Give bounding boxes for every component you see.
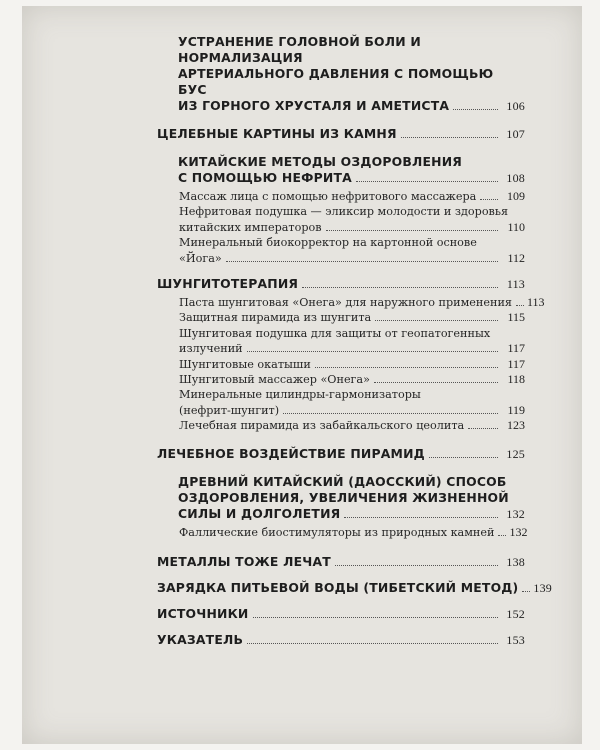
- toc-section: [157, 446, 525, 462]
- subentry-line: Нефритовая подушка — эликсир молодости и здоровья: [179, 205, 508, 219]
- dot-leader: [253, 617, 499, 618]
- page-number: 106: [506, 99, 525, 113]
- dot-leader: [315, 367, 498, 368]
- page-number: 132: [509, 524, 528, 539]
- dot-leader: [283, 413, 498, 414]
- dot-leader: [247, 643, 498, 644]
- toc-entry-row[interactable]: [179, 220, 525, 235]
- book-page: [22, 6, 582, 744]
- subentry-title-line: «Йога»: [179, 251, 222, 265]
- subentry-title-line: Шунгитовый массажер «Онега»: [179, 373, 370, 387]
- page-number: 109: [507, 189, 525, 203]
- toc-entry-row[interactable]: [157, 98, 525, 114]
- page-number: 117: [507, 356, 525, 371]
- toc-entry-row[interactable]: [157, 506, 525, 522]
- toc-entry-row[interactable]: [157, 554, 525, 570]
- toc-section: [157, 34, 525, 114]
- heading-title-line: ЦЕЛЕБНЫЕ КАРТИНЫ ИЗ КАМНЯ: [157, 126, 397, 141]
- toc-entry-row[interactable]: [179, 341, 525, 356]
- heading-title-line: ШУНГИТОТЕРАПИЯ: [157, 276, 299, 292]
- section-heading[interactable]: [157, 606, 525, 622]
- toc-entry-row[interactable]: [179, 357, 525, 372]
- list-item: [179, 295, 545, 310]
- subentry-line: Минеральный биокорректор на картонной основе: [179, 236, 477, 250]
- toc-entry-row[interactable]: [179, 251, 525, 266]
- list-item: [179, 418, 525, 433]
- toc-entry-row[interactable]: [157, 632, 525, 648]
- page-number: 108: [506, 171, 525, 185]
- toc-entry-row[interactable]: [179, 295, 545, 310]
- toc-entry-row[interactable]: [157, 126, 525, 142]
- list-item: [179, 310, 525, 325]
- heading-title-line: С ПОМОЩЬЮ НЕФРИТА: [178, 170, 352, 185]
- toc-section: [157, 554, 525, 570]
- section-heading[interactable]: [157, 276, 525, 292]
- toc-section: [157, 632, 525, 648]
- dot-leader: [453, 109, 498, 110]
- subentry-title-line: Шунгитовые окатыши: [179, 357, 311, 371]
- subentry-title-line: (нефрит-шунгит): [179, 403, 280, 417]
- dot-leader: [375, 320, 498, 321]
- dot-leader: [344, 517, 498, 518]
- dot-leader: [522, 591, 530, 592]
- heading-line: УСТРАНЕНИЕ ГОЛОВНОЙ БОЛИ И НОРМАЛИЗАЦИЯ: [178, 34, 421, 65]
- dot-leader: [498, 535, 506, 536]
- toc-section: [157, 126, 525, 142]
- dot-leader: [480, 199, 498, 200]
- subentry-list: [157, 189, 525, 266]
- page-number: 123: [507, 418, 525, 433]
- heading-title-line: УКАЗАТЕЛЬ: [157, 632, 244, 648]
- page-number: 113: [526, 295, 545, 310]
- dot-leader: [516, 305, 524, 306]
- toc-entry-row[interactable]: [157, 580, 553, 596]
- page-number: 113: [506, 277, 525, 292]
- toc-entry-row[interactable]: [179, 310, 525, 325]
- toc-entry-row[interactable]: [157, 446, 525, 462]
- section-heading[interactable]: [157, 34, 525, 114]
- subentry-line: Минеральные цилиндры-гармонизаторы: [179, 388, 421, 402]
- toc-section: [157, 276, 545, 434]
- dot-leader: [401, 137, 498, 138]
- page-number: 107: [506, 127, 525, 141]
- page-number: 153: [506, 633, 525, 648]
- toc-entry-row[interactable]: [157, 170, 525, 186]
- heading-line: ДРЕВНИЙ КИТАЙСКИЙ (ДАОССКИЙ) СПОСОБ: [178, 473, 507, 489]
- list-item: [179, 326, 525, 357]
- heading-line: ОЗДОРОВЛЕНИЯ, УВЕЛИЧЕНИЯ ЖИЗНЕННОЙ: [178, 489, 509, 505]
- subentry-title-line: Защитная пирамида из шунгита: [179, 311, 372, 325]
- heading-line: КИТАЙСКИЕ МЕТОДЫ ОЗДОРОВЛЕНИЯ: [178, 154, 463, 169]
- heading-title-line: СИЛЫ И ДОЛГОЛЕТИЯ: [178, 505, 341, 521]
- heading-line: АРТЕРИАЛЬНОГО ДАВЛЕНИЯ С ПОМОЩЬЮ БУС: [178, 66, 494, 97]
- list-item: [179, 524, 528, 540]
- heading-title-line: ИЗ ГОРНОГО ХРУСТАЛЯ И АМЕТИСТА: [178, 98, 450, 113]
- heading-title-line: МЕТАЛЛЫ ТОЖЕ ЛЕЧАТ: [157, 554, 331, 570]
- page-number: 132: [506, 506, 525, 521]
- page-number: 152: [506, 607, 525, 622]
- page-number: 110: [507, 219, 525, 234]
- toc-entry-row[interactable]: [179, 189, 525, 204]
- toc-section: [157, 580, 553, 596]
- subentry-title-line: излучений: [179, 342, 243, 356]
- subentry-title-line: Фаллические биостимуляторы из природных камней: [179, 525, 495, 539]
- subentry-list: [157, 524, 528, 540]
- list-item: [179, 357, 525, 372]
- page-number: 118: [507, 372, 525, 387]
- toc-entry-row[interactable]: [179, 418, 525, 433]
- subentry-title-line: Массаж лица с помощью нефритового массажера: [179, 190, 477, 203]
- section-heading[interactable]: [157, 126, 525, 142]
- toc-entry-row[interactable]: [179, 372, 525, 387]
- list-item: [179, 235, 525, 266]
- section-heading[interactable]: [157, 580, 553, 596]
- page-number: 117: [507, 341, 525, 356]
- toc-section: [157, 606, 525, 622]
- page-number: 139: [533, 581, 553, 596]
- page-number: 115: [507, 310, 525, 325]
- heading-title-line: ЛЕЧЕБНОЕ ВОЗДЕЙСТВИЕ ПИРАМИД: [157, 445, 425, 461]
- section-heading[interactable]: [157, 554, 525, 570]
- list-item: [179, 387, 525, 418]
- page-number: 112: [507, 250, 525, 265]
- dot-leader: [226, 261, 498, 262]
- subentry-title-line: Лечебная пирамида из забайкальского цеолита: [179, 419, 465, 433]
- dot-leader: [335, 565, 498, 566]
- subentry-title-line: китайских императоров: [179, 220, 322, 234]
- toc-section: [157, 154, 525, 266]
- section-heading[interactable]: [157, 474, 525, 522]
- dot-leader: [302, 287, 498, 288]
- toc-entry-row[interactable]: [179, 403, 525, 418]
- heading-title-line: ЗАРЯДКА ПИТЬЕВОЙ ВОДЫ (ТИБЕТСКИЙ МЕТОД): [157, 580, 519, 596]
- list-item: [179, 372, 525, 387]
- dot-leader: [468, 428, 498, 429]
- dot-leader: [247, 351, 498, 352]
- page-number: 125: [506, 446, 525, 461]
- section-heading[interactable]: [157, 632, 525, 648]
- section-heading[interactable]: [157, 446, 525, 462]
- dot-leader: [326, 230, 498, 231]
- section-heading[interactable]: [157, 154, 525, 186]
- toc-section: [157, 473, 528, 540]
- list-item: [179, 204, 525, 235]
- toc-entry-row[interactable]: [157, 606, 525, 622]
- dot-leader: [429, 457, 498, 458]
- dot-leader: [356, 181, 498, 182]
- toc-entry-row[interactable]: [179, 524, 528, 540]
- toc-entry-row[interactable]: [157, 276, 525, 292]
- heading-title-line: ИСТОЧНИКИ: [157, 606, 249, 622]
- subentry-list: [157, 295, 545, 434]
- subentry-line: Шунгитовая подушка для защиты от геопатогенных: [179, 326, 491, 340]
- list-item: [179, 189, 525, 204]
- page-number: 119: [507, 402, 525, 417]
- dot-leader: [374, 382, 498, 383]
- page-number: 138: [506, 555, 525, 570]
- subentry-title-line: Паста шунгитовая «Онега» для наружного применения: [179, 296, 512, 310]
- table-of-contents: [157, 24, 553, 648]
